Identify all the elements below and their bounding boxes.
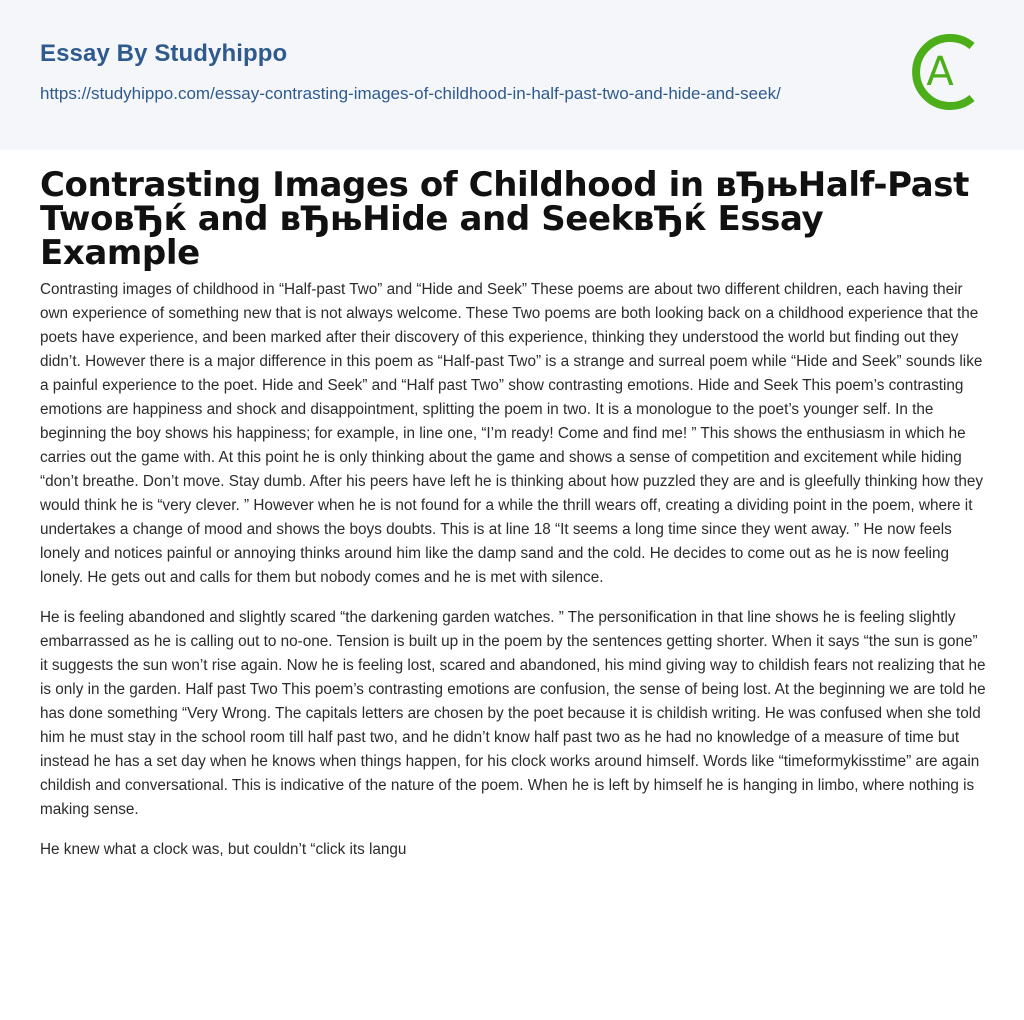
article-paragraph: Contrasting images of childhood in “Half-past Two” and “Hide and Seek” These poems are about two different children, each having their own experience of something new that is not always welcome. These Two poems are both looking back on a childhood experience that the poets have experience, and been marked after their discovery of this experience, thinking they understood the world but finding out they didn’t. However there is a major difference in this poem as “Half-past Two” is a strange and surreal poem while “Hide and Seek” sounds like a painful experience to the poet. Hide and Seek” and “Half past Two” show contrasting emotions. Hide and Seek This poem’s contrasting emotions are happiness and shock and disappointment, splitting the poem in two. It is a monologue to the poet’s younger self. In the beginning the boy shows his happiness; for example, in line one, “I’m ready! Come and find me! ” This shows the enthusiasm in which he carries out the game with. At this point he is only thinking about the game and shows a sense of competition and excitement while hiding “don’t breathe. Don’t move. Stay dumb. After his peers have left he is thinking about how puzzled they are and is gleefully thinking how they would think he is “very clever. ” However when he is not found for a while the thrill wears off, creating a dividing point in the poem, where it undertakes a change of mood and shows the boys doubts. This is at line 18 “It seems a long time since they went away. ” He now feels lonely and notices painful or annoying thinks around him like the damp sand and the cold. He decides to come out as he is now feeling lonely. He gets out and calls for them but nobody comes and he is met with silence. xyxy=(40,281,984,586)
logo-letter: A xyxy=(926,49,954,95)
article-content xyxy=(40,165,988,862)
article-url-link[interactable]: https://studyhippo.com/essay-contrasting-images-of-childhood-in-half-past-two-and-hide-and-seek/ xyxy=(40,84,781,103)
studyhippo-logo-icon[interactable] xyxy=(908,28,988,116)
article-paragraph: He knew what a clock was, but couldn’t “click its langu xyxy=(40,841,407,858)
site-header xyxy=(0,0,1024,150)
article-title: Contrasting Images of Childhood in вЂњHalf-Past TwoвЂќ and вЂњHide and SeekвЂќ Essay Example xyxy=(40,165,969,273)
article-paragraph: He is feeling abandoned and slightly scared “the darkening garden watches. ” The personification in that line shows he is feeling slightly embarrassed as he is calling out to no-one. Tension is built up in the poem by the sentences getting shorter. When it says “the sun is gone” it suggests the sun won’t rise again. Now he is feeling lost, scared and abandoned, his mind giving way to childish fears not realizing that he is only in the garden. Half past Two This poem’s contrasting emotions are confusion, the sense of being lost. At the beginning we are told he has done something “Very Wrong. The capitals letters are chosen by the poet because it is childish writing. He was confused when she told him he must stay in the school room till half past two, and he didn’t know half past two as he had no knowledge of a measure of time but instead he has a set day when he knows when things happen, for his clock works around himself. Words like “timeformykisstime” are again childish and conversational. This is indicative of the nature of the poem. When he is left by himself he is hanging in limbo, where nothing is making sense. xyxy=(40,609,986,818)
site-brand-link[interactable]: Essay By Studyhippo xyxy=(40,40,288,67)
